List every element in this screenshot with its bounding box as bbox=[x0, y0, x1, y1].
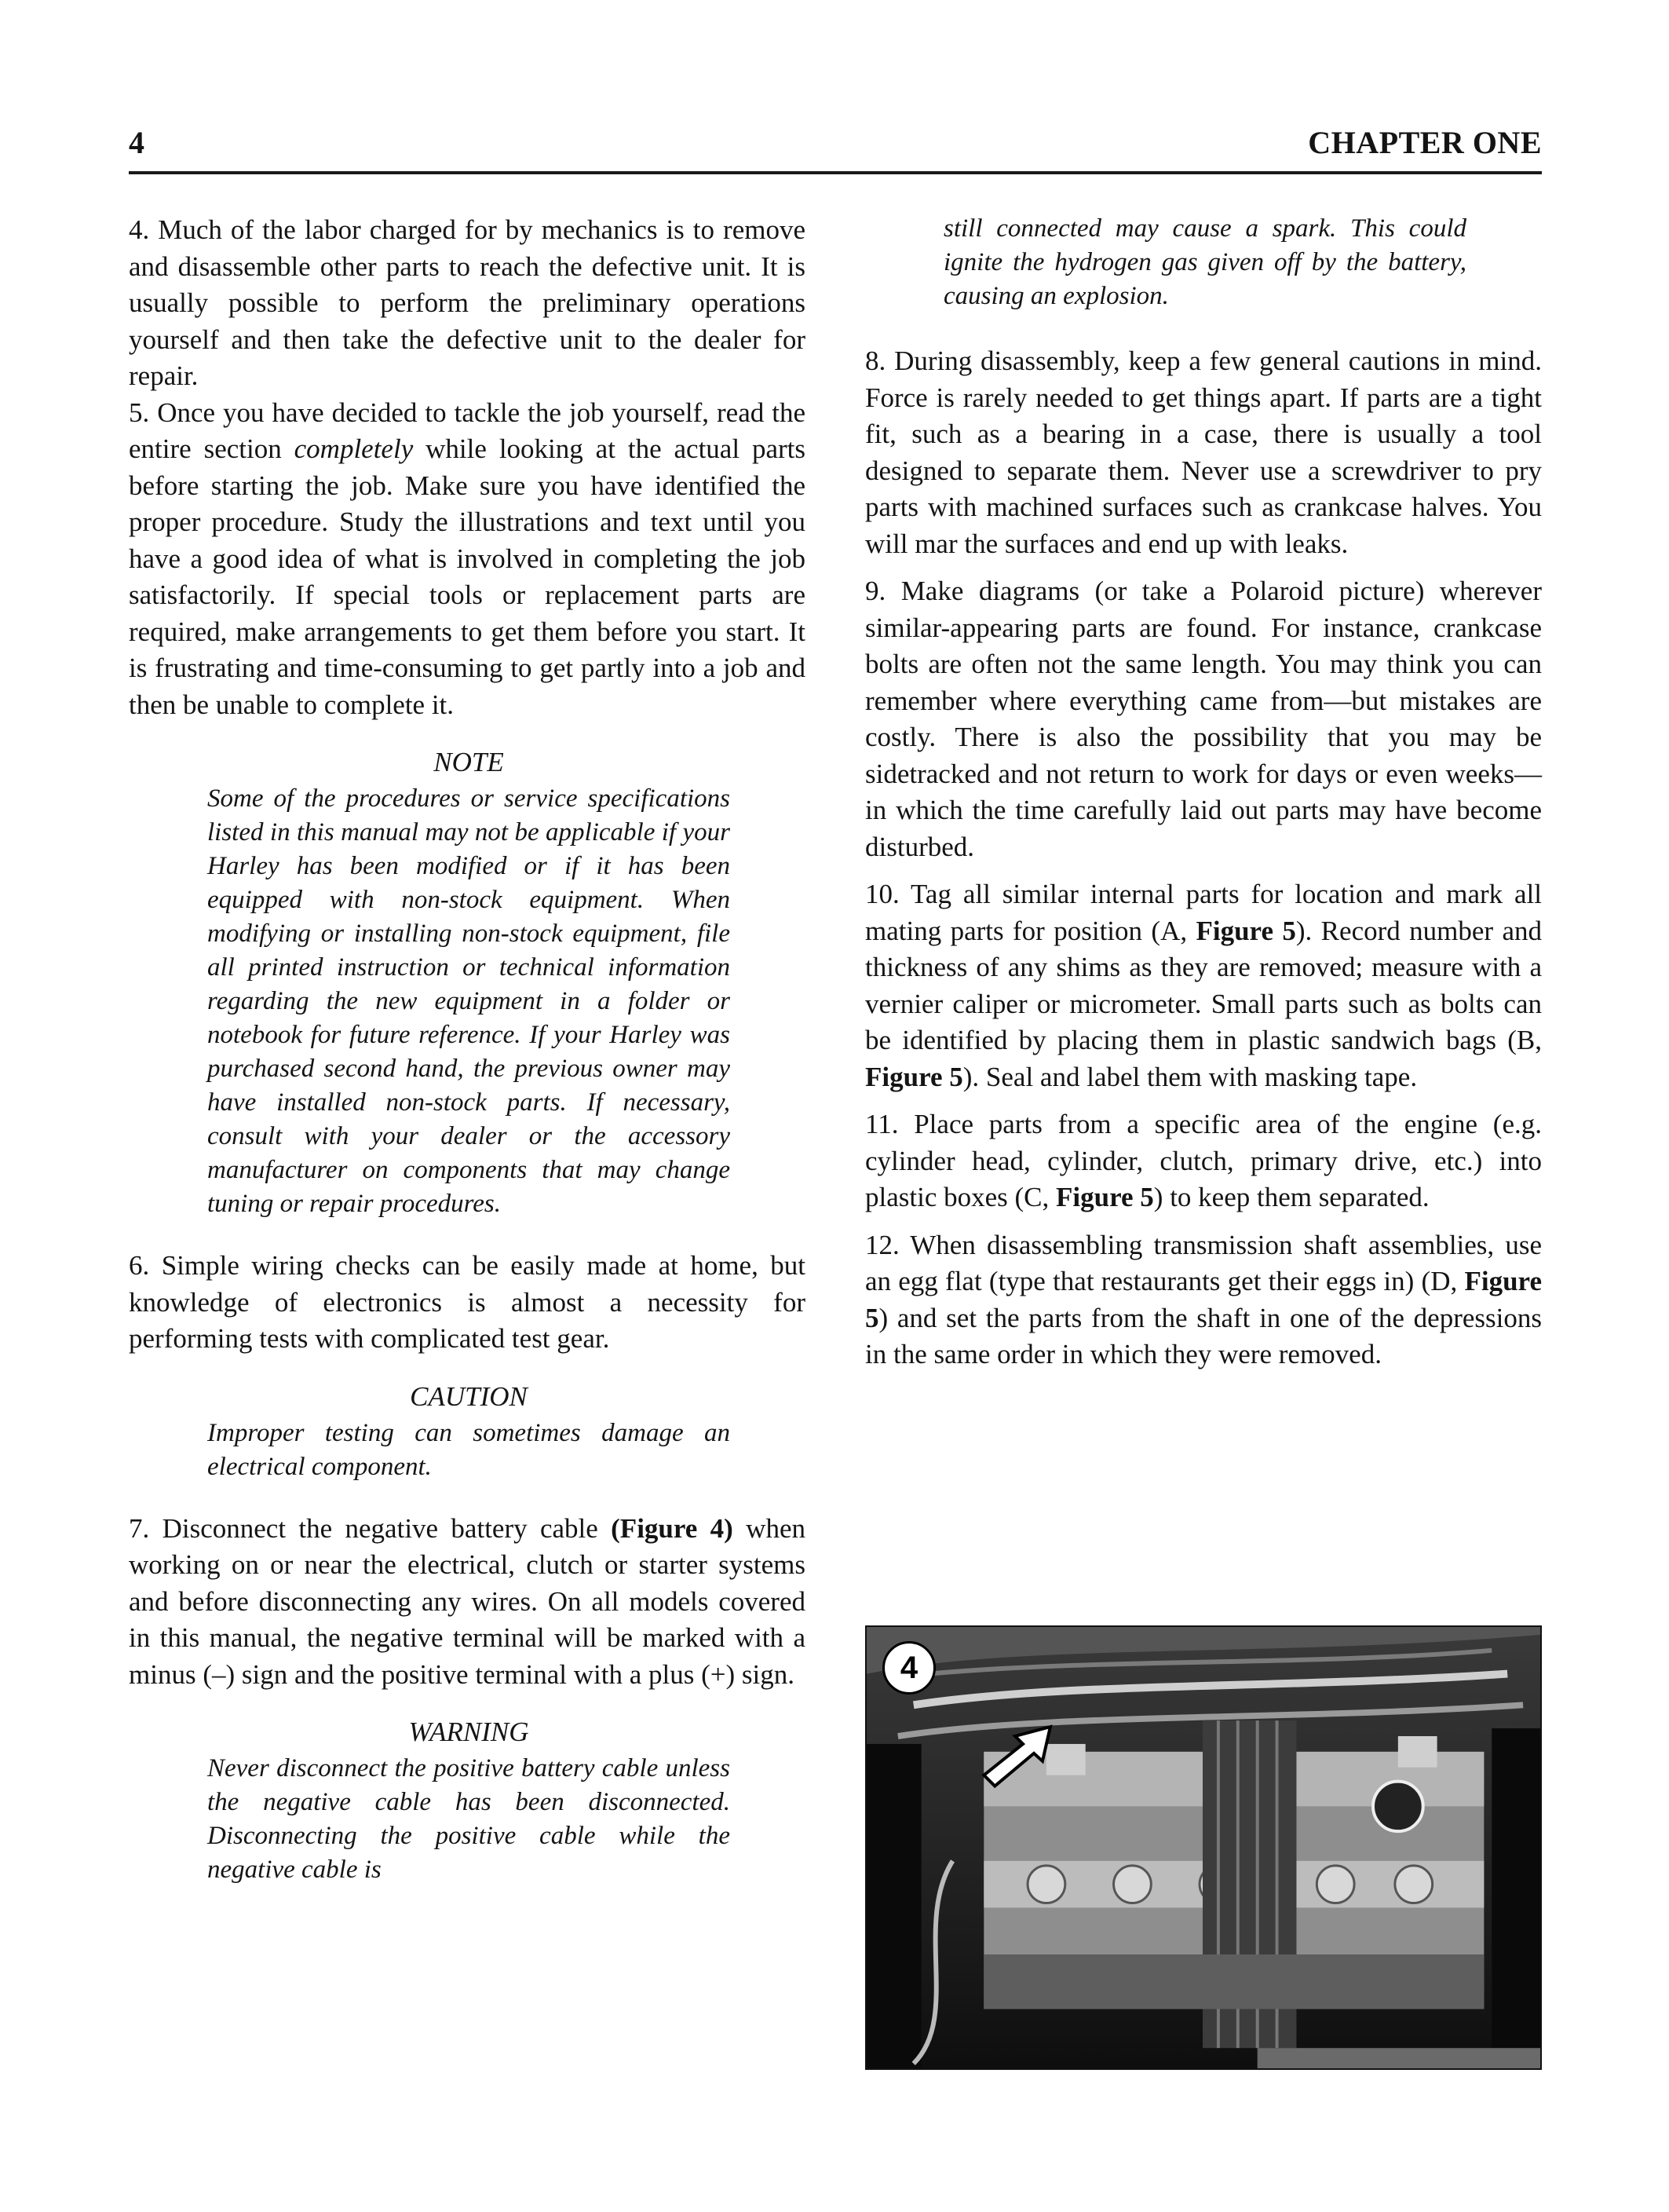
cell-cap bbox=[1395, 1866, 1433, 1903]
warning-body: Never disconnect the positive battery cable unless the negative cable has been disconnected. Disconnecting the positive cable while the negative cable is bbox=[207, 1754, 730, 1884]
cell-cap bbox=[1028, 1866, 1065, 1903]
paragraph-12 bbox=[865, 1227, 1542, 1373]
paragraph-9: 9. Make diagrams (or take a Polaroid picture) wherever similar-appearing parts are found. For instance, crankcase bolts are often not the same length. You may think you can remember where everything came from—but mistakes are costly. There is also the possibility that you may be sidetracked and not return to work for days or even weeks—in which the time carefully laid out parts may have become disturbed. bbox=[865, 576, 1542, 862]
figure-4-battery-photo bbox=[865, 1625, 1542, 2070]
header-rule bbox=[129, 171, 1542, 174]
left-column bbox=[129, 212, 805, 1914]
paragraph-5 bbox=[129, 395, 805, 724]
note-title: NOTE bbox=[433, 747, 504, 777]
battery-base bbox=[984, 1954, 1484, 2009]
paragraph-8: 8. During disassembly, keep a few general cautions in mind. Force is rarely needed to get things apart. If parts are a tight fit, such as a bearing in a case, there is usually a tool designed to separate them. Never use a screwdriver to pry parts with machined surfaces such as crankcase halves. You will mar the surfaces and end up with leaks. bbox=[865, 346, 1542, 559]
paragraph-12-text-b: ) and set the parts from the shaft in one of the depressions in the same order in which they were removed. bbox=[865, 1302, 1542, 1369]
paragraph-11 bbox=[865, 1106, 1542, 1216]
warning-continued: still connected may cause a spark. This could ignite the hydrogen gas given off by the battery, causing an explosion. bbox=[944, 214, 1466, 310]
frame-right bbox=[1492, 1728, 1540, 2068]
positive-terminal bbox=[1398, 1736, 1437, 1768]
battery-indicator bbox=[1373, 1782, 1423, 1832]
caution-title: CAUTION bbox=[410, 1380, 528, 1412]
note-body: Some of the procedures or service specifications listed in this manual may not be applicable if your Harley has been modified or if it has been equipped with non-stock equipment. When modifying or installing non-stock equipment, file all printed instruction or technical information regarding the new equipment in a folder or notebook for future reference. If your Harley was purchased second hand, the previous owner may have installed non-stock parts. If necessary, consult with your dealer or the accessory manufacturer on components that may change tuning or repair procedures. bbox=[207, 784, 730, 1218]
paragraph-7-text-b: when working on or near the electrical, clutch or starter systems and before disconnecting any wires. On all models covered in this manual, the negative terminal will be marked with a minus (–) sign and the positive terminal with a plus (+) sign. bbox=[129, 1512, 805, 1690]
paragraph-11-text-a: 11. Place parts from a specific area of the engine (e.g. cylinder head, cylinder, clutch, primary drive, etc.) into plastic boxes (C, bbox=[865, 1109, 1542, 1212]
paragraph-4: 4. Much of the labor charged for by mechanics is to remove and disassemble other parts to reach the defective unit. It is usually possible to perform the preliminary operations yourself and then take the defective unit to the dealer for repair. bbox=[129, 214, 805, 391]
paragraph-10-text-b: ). Record number and thickness of any shims as they are removed; measure with a vernier caliper or micrometer. Small parts such as bolts can be identified by placing them in plastic sandwich bags (B, bbox=[865, 915, 1542, 1055]
paragraph-5-text-b: while looking at the actual parts before starting the job. Make sure you have identified the proper procedure. Study the illustrations and text until you have a good idea of what is involved in completing the job satisfactorily. If special tools or replacement parts are required, make arrangements to get them before you start. It is frustrating and time-consuming to get partly into a job and then be unable to complete it. bbox=[129, 433, 806, 720]
paragraph-6: 6. Simple wiring checks can be easily made at home, but knowledge of electronics is almost a necessity for performing tests with complicated test gear. bbox=[129, 1250, 805, 1354]
paragraph-12-text-a: 12. When disassembling transmission shaft assemblies, use an egg flat (type that restaurants get their eggs in) (D, bbox=[865, 1229, 1542, 1296]
paragraph-7-text-a: 7. Disconnect the negative battery cable bbox=[129, 1512, 612, 1544]
paragraph-12-figure-ref: Figure 5 bbox=[865, 1266, 1542, 1333]
warning-title: WARNING bbox=[408, 1717, 529, 1747]
paragraph-7-figure-ref: (Figure 4) bbox=[611, 1512, 733, 1544]
paragraph-5-emphasis: completely bbox=[294, 433, 414, 464]
frame-left bbox=[867, 1744, 922, 2068]
paragraph-10-figure-ref-2: Figure 5 bbox=[865, 1061, 963, 1092]
chapter-title: CHAPTER ONE bbox=[1308, 125, 1542, 160]
note-box bbox=[129, 745, 805, 1221]
battery-photo-illustration bbox=[867, 1627, 1540, 2068]
paragraph-10-text-c: ). Seal and label them with masking tape. bbox=[962, 1061, 1418, 1092]
paragraph-5-text-a: 5. Once you have decided to tackle the job yourself, read the entire section bbox=[129, 397, 805, 464]
negative-terminal bbox=[1046, 1744, 1086, 1775]
paragraph-10-text-a: 10. Tag all similar internal parts for location and mark all mating parts for position (A, bbox=[865, 879, 1542, 946]
figure-number-badge: 4 bbox=[882, 1641, 936, 1695]
page-number: 4 bbox=[129, 125, 144, 160]
page-header bbox=[129, 124, 1542, 173]
right-column bbox=[865, 212, 1542, 1384]
frame-bottom bbox=[1258, 2048, 1540, 2068]
paragraph-7 bbox=[129, 1511, 805, 1694]
cell-cap bbox=[1114, 1866, 1152, 1903]
paragraph-11-figure-ref: Figure 5 bbox=[1056, 1182, 1154, 1212]
paragraph-10 bbox=[865, 876, 1542, 1095]
caution-box bbox=[129, 1380, 805, 1484]
warning-box bbox=[129, 1715, 805, 1887]
paragraph-10-figure-ref-1: Figure 5 bbox=[1196, 915, 1296, 946]
cell-cap bbox=[1317, 1866, 1354, 1903]
caution-body: Improper testing can sometimes damage an electrical component. bbox=[207, 1418, 730, 1481]
paragraph-11-text-b: ) to keep them separated. bbox=[1153, 1182, 1430, 1212]
